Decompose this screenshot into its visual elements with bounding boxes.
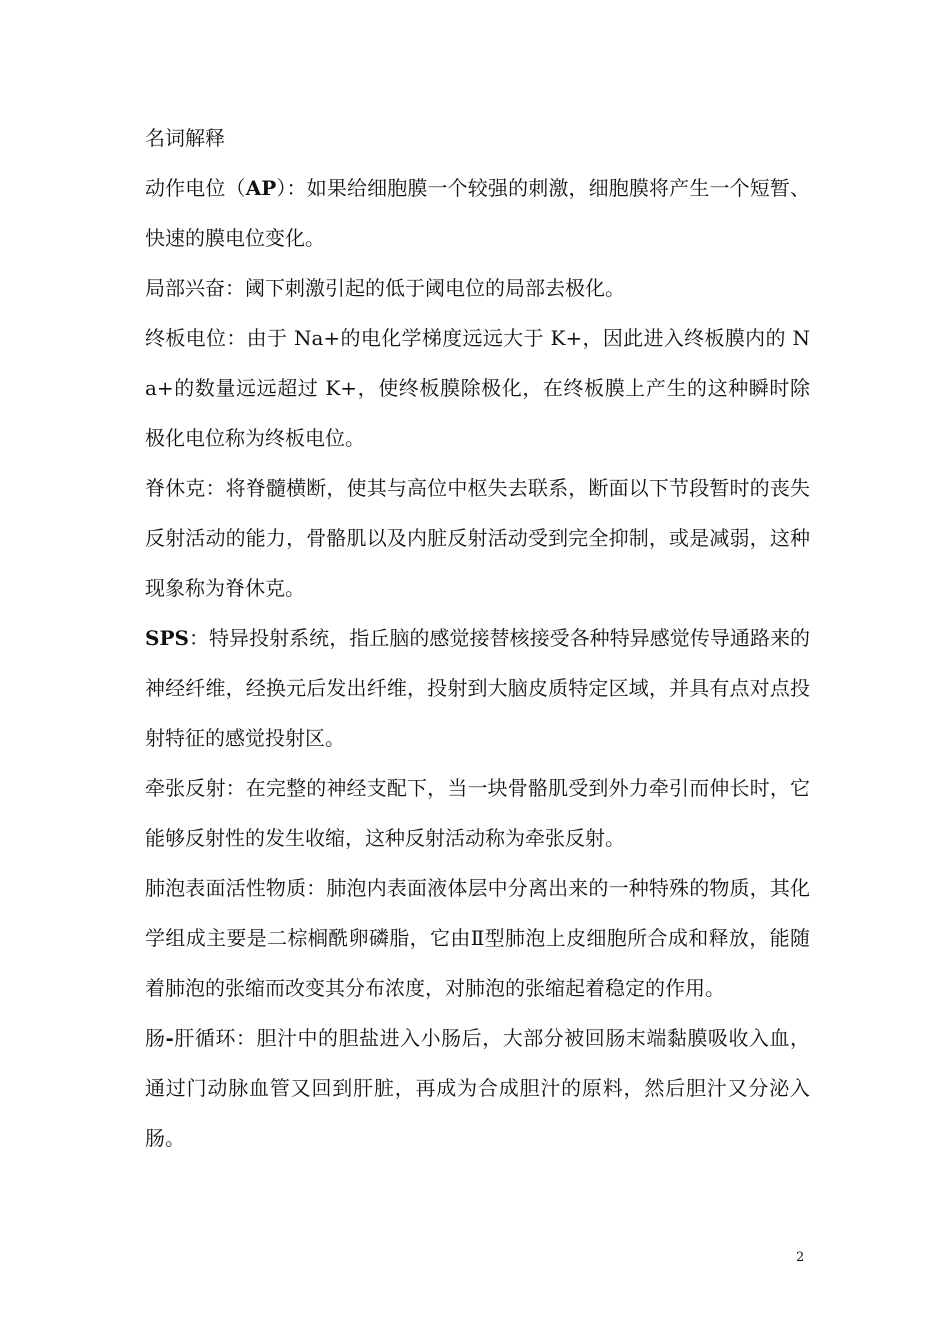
entry-enterohepatic-circulation <box>145 1013 810 1163</box>
entry-term-suffix: ： <box>188 626 210 650</box>
entry-definition: 将脊髓横断，使其与高位中枢失去联系，断面以下节段暂时的丧失反射活动的能力，骨骼肌以及内脏反射活动受到完全抑制，或是减弱，这种现象称为脊休克。 <box>145 476 810 600</box>
entry-definition: 肺泡内表面液体层中分离出来的一种特殊的物质，其化学组成主要是二棕榈酰卵磷脂，它由Ⅱ型肺泡上皮细胞所合成和释放，能随着肺泡的张缩而改变其分布浓度，对肺泡的张缩起着稳定的作用。 <box>145 876 810 1000</box>
entry-term-prefix: 脊休克： <box>145 476 226 500</box>
entry-definition: 阈下刺激引起的低于阈电位的局部去极化。 <box>245 276 625 300</box>
entry-definition: 胆汁中的胆盐进入小肠后，大部分被回肠末端黏膜吸收入血，通过门动脉血管又回到肝脏，再成为合成胆汁的原料，然后胆汁又分泌入肠。 <box>145 1026 811 1150</box>
entry-stretch-reflex <box>145 763 810 863</box>
entry-sps <box>145 613 810 763</box>
entry-end-plate-potential <box>145 313 810 463</box>
entry-term-bold: AP <box>245 176 277 200</box>
entry-definition: 在完整的神经支配下，当一块骨骼肌受到外力牵引而伸长时，它能够反射性的发生收缩，这种反射活动称为牵张反射。 <box>145 776 810 850</box>
page-number: 2 <box>796 1250 805 1265</box>
entry-definition: 特异投射系统，指丘脑的感觉接替核接受各种特异感觉传导通路来的神经纤维，经换元后发出纤维，投射到大脑皮质特定区域，并具有点对点投射特征的感觉投射区。 <box>145 626 811 750</box>
entry-term-suffix: 肝循环： <box>173 1026 257 1050</box>
entry-term-suffix: ）： <box>276 176 307 200</box>
entry-pulmonary-surfactant <box>145 863 810 1013</box>
entry-term-prefix: 终板电位： <box>145 326 247 350</box>
entry-local-excitation <box>145 263 810 313</box>
entry-action-potential <box>145 163 810 263</box>
entry-definition: 由于 Na+的电化学梯度远远大于 K+，因此进入终板膜内的 Na+的数量远远超过 K+，使终板膜除极化，在终板膜上产生的这种瞬时除极化电位称为终板电位。 <box>145 326 811 450</box>
section-heading: 名词解释 <box>145 126 225 150</box>
entry-term-prefix: 动作电位（ <box>145 176 246 200</box>
entry-definition: 如果给细胞膜一个较强的刺激，细胞膜将产生一个短暂、快速的膜电位变化。 <box>145 176 811 250</box>
entry-term-prefix: 局部兴奋： <box>145 276 245 300</box>
entry-term-prefix: 肠 <box>145 1026 166 1050</box>
entry-term-bold: SPS <box>145 626 189 650</box>
entry-term-prefix: 牵张反射： <box>145 776 246 800</box>
document-content <box>145 113 810 1163</box>
entry-term-bold: - <box>165 1026 174 1050</box>
entry-term-prefix: 肺泡表面活性物质： <box>145 876 327 900</box>
entry-spinal-shock <box>145 463 810 613</box>
